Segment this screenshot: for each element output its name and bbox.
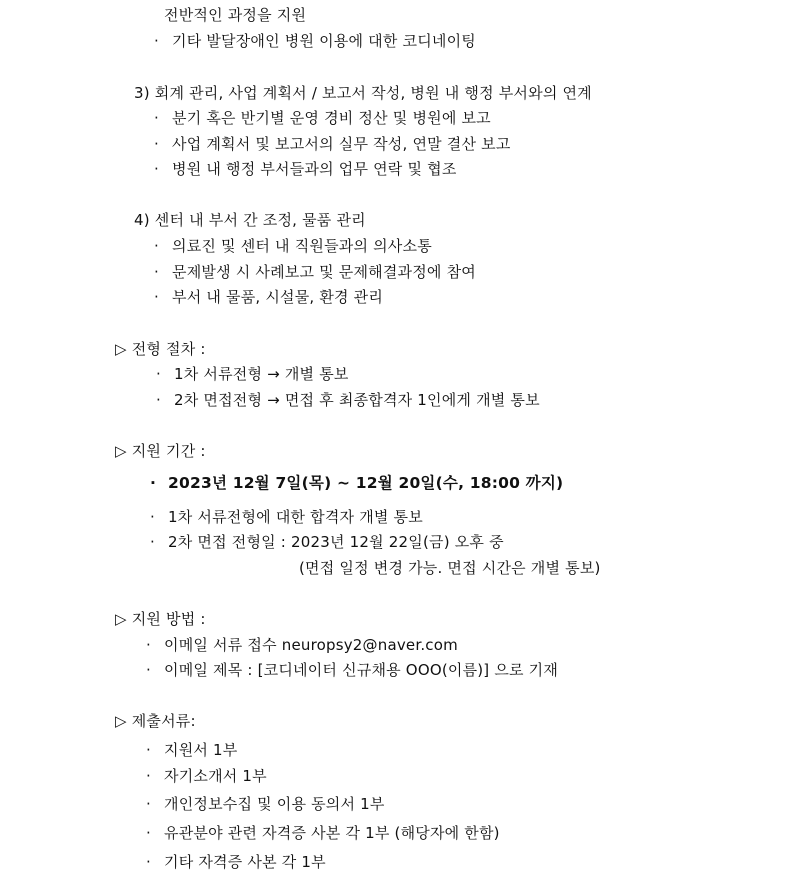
- section-heading-period: ▷ 지원 기간 :: [115, 442, 206, 460]
- list-item-text: 유관분야 관련 자격증 사본 각 1부 (해당자에 한함): [164, 824, 500, 842]
- list-item: [154, 134, 511, 154]
- list-item: [146, 635, 458, 655]
- list-item: [154, 287, 383, 307]
- list-item: [146, 660, 558, 680]
- section-heading-duty3: 3) 회계 관리, 사업 계획서 / 보고서 작성, 병원 내 행정 부서와의 연계: [134, 84, 592, 102]
- list-item-text: 사업 계획서 및 보고서의 실무 작성, 연말 결산 보고: [172, 135, 511, 153]
- list-item-text: 부서 내 물품, 시설물, 환경 관리: [172, 288, 384, 306]
- bullet-icon: ·: [154, 135, 159, 153]
- list-item: [156, 390, 540, 410]
- bullet-icon: ·: [146, 741, 151, 759]
- list-item: [150, 507, 423, 527]
- bullet-icon: ·: [154, 237, 159, 255]
- list-item: [154, 159, 457, 179]
- bullet-icon: ·: [154, 160, 159, 178]
- list-item-text: 병원 내 행정 부서들과의 업무 연락 및 협조: [172, 160, 457, 178]
- bullet-icon: ·: [156, 365, 161, 383]
- bullet-icon: ·: [150, 508, 155, 526]
- bullet-icon: ·: [150, 474, 157, 492]
- bullet-icon: ·: [146, 824, 151, 842]
- list-item: [146, 852, 326, 872]
- list-item-text: 2차 면접 전형일 : 2023년 12월 22일(금) 오후 중: [168, 533, 504, 551]
- section-heading-duty4: 4) 센터 내 부서 간 조정, 물품 관리: [134, 211, 366, 229]
- list-item: [146, 823, 500, 843]
- bullet-icon: ·: [146, 767, 151, 785]
- list-item: [146, 794, 385, 814]
- section-heading-documents: ▷ 제출서류:: [115, 712, 196, 730]
- bullet-icon: ·: [154, 263, 159, 281]
- intro-continuation: 전반적인 과정을 지원: [164, 6, 307, 24]
- list-item: [154, 262, 476, 282]
- bullet-icon: ·: [156, 391, 161, 409]
- list-item-text: 이메일 서류 접수 neuropsy2@naver.com: [164, 636, 458, 654]
- list-item: [156, 364, 349, 384]
- section-heading-selection: ▷ 전형 절차 :: [115, 340, 206, 358]
- application-deadline: [150, 473, 563, 493]
- list-item-text: 기타 자격증 사본 각 1부: [164, 853, 326, 871]
- list-item: [154, 31, 476, 51]
- list-item-text: 2차 면접전형 → 면접 후 최종합격자 1인에게 개별 통보: [174, 391, 540, 409]
- interview-note: (면접 일정 변경 가능. 면접 시간은 개별 통보): [299, 559, 601, 577]
- bullet-icon: ·: [146, 636, 151, 654]
- list-item: [154, 108, 491, 128]
- list-item-text: 자기소개서 1부: [164, 767, 267, 785]
- list-item: [146, 766, 267, 786]
- list-item: [154, 236, 432, 256]
- bullet-icon: ·: [154, 288, 159, 306]
- list-item-text: 1차 서류전형에 대한 합격자 개별 통보: [168, 508, 423, 526]
- list-item-text: 분기 혹은 반기별 운영 경비 정산 및 병원에 보고: [172, 109, 491, 127]
- list-item-text: 문제발생 시 사례보고 및 문제해결과정에 참여: [172, 263, 476, 281]
- bullet-icon: ·: [146, 795, 151, 813]
- list-item-text: 지원서 1부: [164, 741, 238, 759]
- list-item-text: 1차 서류전형 → 개별 통보: [174, 365, 349, 383]
- list-item-text: 의료진 및 센터 내 직원들과의 의사소통: [172, 237, 432, 255]
- bullet-icon: ·: [146, 661, 151, 679]
- list-item: [146, 740, 237, 760]
- bullet-icon: ·: [154, 109, 159, 127]
- list-item-text: 개인정보수집 및 이용 동의서 1부: [164, 795, 385, 813]
- list-item: [150, 532, 504, 552]
- list-item-text: 이메일 제목 : [코디네이터 신규채용 OOO(이름)] 으로 기재: [164, 661, 559, 679]
- bullet-icon: ·: [146, 853, 151, 871]
- deadline-text: 2023년 12월 7일(목) ~ 12월 20일(수, 18:00 까지): [168, 474, 564, 492]
- list-item-text: 기타 발달장애인 병원 이용에 대한 코디네이팅: [172, 32, 476, 50]
- bullet-icon: ·: [150, 533, 155, 551]
- bullet-icon: ·: [154, 32, 159, 50]
- section-heading-method: ▷ 지원 방법 :: [115, 610, 206, 628]
